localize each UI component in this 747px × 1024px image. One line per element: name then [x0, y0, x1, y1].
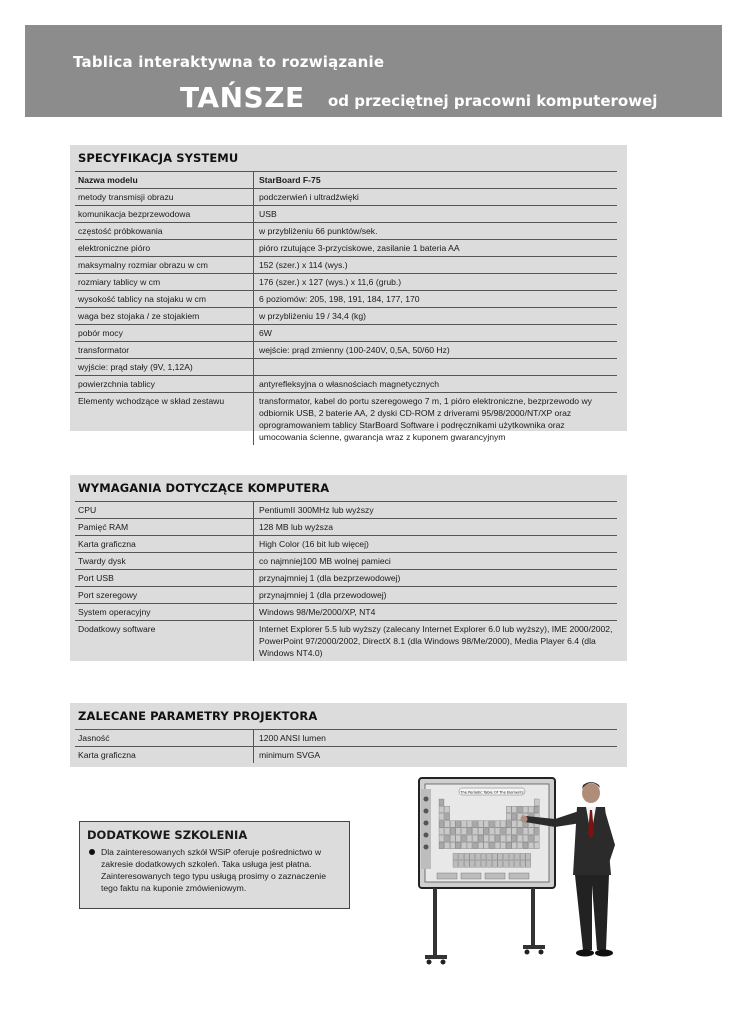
tool-icon — [424, 809, 429, 814]
table-row — [75, 729, 617, 746]
row-label: rozmiary tablicy w cm — [78, 277, 161, 287]
element-cell — [453, 853, 458, 860]
table-row — [75, 205, 617, 222]
row-value: StarBoard F-75 — [253, 172, 617, 188]
row-value: 6W — [253, 325, 617, 341]
row-value: przynajmniej 1 (dla przewodowej) — [253, 587, 617, 603]
element-cell — [475, 853, 480, 860]
element-cell — [456, 828, 461, 835]
row-label: Twardy dysk — [78, 556, 126, 566]
element-cell — [461, 828, 466, 835]
element-cell — [506, 828, 511, 835]
element-cell — [473, 828, 478, 835]
element-cell — [489, 842, 494, 849]
element-cell — [534, 842, 539, 849]
element-cell — [456, 842, 461, 849]
element-cell — [529, 828, 534, 835]
table-row — [75, 273, 617, 290]
table-row — [75, 375, 617, 392]
stand-foot — [425, 955, 447, 959]
element-cell — [439, 799, 444, 806]
training-item — [80, 846, 349, 894]
element-cell — [467, 821, 472, 828]
element-cell — [484, 835, 489, 842]
row-label: maksymalny rozmiar obrazu w cm — [78, 260, 208, 270]
row-value: 176 (szer.) x 127 (wys.) x 11,6 (grub.) — [253, 274, 617, 290]
header-banner — [25, 25, 722, 117]
element-cell — [450, 842, 455, 849]
row-value: transformator, kabel do portu szeregowego 7 m, 1 pióro elektroniczne, bezprzewodo wy odbiornik USB, 2 baterie AA, 2 dyski CD-ROM z driverami 95/98/2000/NT/XP oraz oprogramowaniem tablicy StarBoard Software i podręcznikami użytkownika oraz umocowania ściennе, gwarancja wraz z kuponem gwarancyjnym — [253, 393, 617, 445]
element-cell — [467, 828, 472, 835]
row-label: Nazwa modelu — [78, 175, 138, 185]
element-cell — [439, 835, 444, 842]
row-value: 1200 ANSI lumen — [253, 730, 617, 746]
banner-emphasis: TAŃSZE — [180, 81, 305, 114]
row-label: Elementy wchodzące w skład zestawu — [78, 396, 225, 406]
element-cell — [456, 835, 461, 842]
element-cell — [501, 842, 506, 849]
element-cell — [487, 861, 492, 868]
element-cell — [503, 853, 508, 860]
element-cell — [512, 842, 517, 849]
element-cell — [526, 853, 531, 860]
element-cell — [445, 835, 450, 842]
element-cell — [529, 842, 534, 849]
computer-requirements-table — [75, 501, 617, 661]
element-cell — [517, 842, 522, 849]
element-cell — [478, 821, 483, 828]
element-cell — [534, 799, 539, 806]
row-label: Pamięć RAM — [78, 522, 129, 532]
element-cell — [529, 806, 534, 813]
row-value: antyrefleksyjna o własnościach magnetycznych — [253, 376, 617, 392]
row-label: Port USB — [78, 573, 114, 583]
element-cell — [439, 828, 444, 835]
bullet-icon — [89, 849, 95, 855]
projector-title: ZALECANE PARAMETRY PROJEKTORA — [78, 709, 318, 723]
table-row — [75, 586, 617, 603]
element-cell — [489, 821, 494, 828]
row-label: pobór mocy — [78, 328, 123, 338]
row-value: co najmniej100 MB wolnej pamieci — [253, 553, 617, 569]
element-cell — [495, 835, 500, 842]
element-cell — [473, 821, 478, 828]
banner-headline: Tablica interaktywna to rozwiązanie — [73, 53, 385, 71]
element-cell — [484, 842, 489, 849]
row-label: powierzchnia tablicy — [78, 379, 155, 389]
element-cell — [450, 835, 455, 842]
element-cell — [461, 835, 466, 842]
system-spec-table — [75, 171, 617, 445]
row-label: Dodatkowy software — [78, 624, 156, 634]
element-cell — [498, 861, 503, 868]
projector-table — [75, 729, 617, 763]
element-cell — [439, 842, 444, 849]
element-cell — [445, 806, 450, 813]
element-cell — [506, 813, 511, 820]
element-cell — [473, 842, 478, 849]
row-value: 128 MB lub wyższa — [253, 519, 617, 535]
wheel-icon — [525, 950, 530, 955]
element-cell — [520, 853, 525, 860]
row-label: komunikacja bezprzewodowa — [78, 209, 191, 219]
element-cell — [450, 828, 455, 835]
row-label: wyjście: prąd stały (9V, 1,12A) — [78, 362, 193, 372]
element-cell — [481, 853, 486, 860]
element-cell — [515, 853, 520, 860]
row-label: częstość próbkowania — [78, 226, 163, 236]
element-cell — [478, 842, 483, 849]
table-row — [75, 290, 617, 307]
element-cell — [484, 828, 489, 835]
table-row — [75, 171, 617, 188]
tool-icon — [424, 797, 429, 802]
element-cell — [470, 861, 475, 868]
row-value: USB — [253, 206, 617, 222]
element-cell — [517, 828, 522, 835]
row-label: CPU — [78, 505, 97, 515]
element-cell — [445, 828, 450, 835]
tool-icon — [424, 833, 429, 838]
row-label: wysokość tablicy na stojaku w cm — [78, 294, 206, 304]
additional-training-box — [79, 821, 350, 909]
element-cell — [517, 806, 522, 813]
element-cell — [512, 835, 517, 842]
wheel-icon — [427, 960, 432, 965]
row-label: waga bez stojaka / ze stojakiem — [78, 311, 200, 321]
table-row — [75, 746, 617, 763]
element-cell — [461, 821, 466, 828]
row-value: przynajmniej 1 (dla bezprzewodowej) — [253, 570, 617, 586]
row-label: Port szeregowy — [78, 590, 138, 600]
element-cell — [534, 835, 539, 842]
element-cell — [461, 842, 466, 849]
row-label: Karta graficzna — [78, 750, 136, 760]
board-button — [509, 873, 529, 879]
computer-requirements-title: WYMAGANIA DOTYCZĄCE KOMPUTERA — [78, 481, 330, 495]
projector-section — [70, 703, 627, 767]
element-cell — [453, 861, 458, 868]
element-cell — [439, 821, 444, 828]
element-cell — [478, 828, 483, 835]
element-cell — [501, 835, 506, 842]
table-row — [75, 392, 617, 445]
element-cell — [445, 821, 450, 828]
element-cell — [517, 835, 522, 842]
tool-icon — [424, 821, 429, 826]
element-cell — [523, 806, 528, 813]
board-button — [485, 873, 505, 879]
banner-subline: od przeciętnej pracowni komputerowej — [328, 92, 658, 110]
element-cell — [523, 835, 528, 842]
element-cell — [467, 842, 472, 849]
element-cell — [487, 853, 492, 860]
stand-leg — [433, 888, 437, 958]
board-button — [461, 873, 481, 879]
element-cell — [464, 861, 469, 868]
element-cell — [439, 813, 444, 820]
table-row — [75, 256, 617, 273]
element-cell — [523, 842, 528, 849]
table-row — [75, 518, 617, 535]
table-row — [75, 358, 617, 375]
element-cell — [492, 853, 497, 860]
wheel-icon — [441, 960, 446, 965]
table-row — [75, 552, 617, 569]
row-value: minimum SVGA — [253, 747, 617, 763]
element-cell — [506, 835, 511, 842]
element-cell — [481, 861, 486, 868]
element-cell — [509, 853, 514, 860]
row-value: w przybliżeniu 19 / 34,4 (kg) — [253, 308, 617, 324]
element-cell — [445, 813, 450, 820]
element-cell — [512, 813, 517, 820]
system-spec-section — [70, 145, 627, 442]
table-row — [75, 188, 617, 205]
element-cell — [506, 806, 511, 813]
element-cell — [534, 806, 539, 813]
element-cell — [492, 861, 497, 868]
row-label: Karta graficzna — [78, 539, 136, 549]
element-cell — [495, 842, 500, 849]
tool-icon — [424, 845, 429, 850]
element-cell — [464, 853, 469, 860]
element-cell — [515, 861, 520, 868]
element-cell — [512, 828, 517, 835]
stand-leg — [531, 888, 535, 948]
table-row — [75, 222, 617, 239]
element-cell — [439, 806, 444, 813]
element-cell — [456, 821, 461, 828]
table-row — [75, 603, 617, 620]
row-value: Internet Explorer 5.5 lub wyższy (zalecany Internet Explorer 6.0 lub wyższy), IME 2000/2002, PowerPoint 97/2000/2002, DirectX 8.1 (dla Windows 98/Me/2000), Media Player 6.4 (dla Windows NT4.0) — [253, 621, 617, 661]
row-value: podczerwień i ultradźwięki — [253, 189, 617, 205]
element-cell — [512, 806, 517, 813]
element-cell — [475, 861, 480, 868]
row-value: 152 (szer.) x 114 (wys.) — [253, 257, 617, 273]
element-cell — [489, 835, 494, 842]
stand-foot — [523, 945, 545, 949]
system-spec-title: SPECYFIKACJA SYSTEMU — [78, 151, 239, 165]
row-value: High Color (16 bit lub więcej) — [253, 536, 617, 552]
board-button — [437, 873, 457, 879]
table-row — [75, 535, 617, 552]
periodic-title: The Periodic Table Of The Elements — [460, 790, 524, 795]
table-row — [75, 307, 617, 324]
element-cell — [470, 853, 475, 860]
table-row — [75, 569, 617, 586]
table-row — [75, 620, 617, 661]
row-value: w przybliżeniu 66 punktów/sek. — [253, 223, 617, 239]
element-cell — [526, 861, 531, 868]
element-cell — [498, 853, 503, 860]
table-row — [75, 501, 617, 518]
computer-requirements-section — [70, 475, 627, 661]
table-row — [75, 239, 617, 256]
row-label: transformator — [78, 345, 130, 355]
row-value: PentiumII 300MHz lub wyższy — [253, 502, 617, 518]
element-cell — [506, 842, 511, 849]
row-value: Windows 98/Me/2000/XP, NT4 — [253, 604, 617, 620]
element-cell — [529, 835, 534, 842]
element-cell — [450, 821, 455, 828]
row-value — [253, 359, 617, 375]
element-cell — [495, 828, 500, 835]
element-cell — [478, 835, 483, 842]
row-value: wejście: prąd zmienny (100-240V, 0,5A, 50/60 Hz) — [253, 342, 617, 358]
element-cell — [501, 828, 506, 835]
row-value: 6 poziomów: 205, 198, 191, 184, 177, 170 — [253, 291, 617, 307]
element-cell — [506, 821, 511, 828]
element-cell — [520, 861, 525, 868]
element-cell — [467, 835, 472, 842]
row-label: System operacyjny — [78, 607, 151, 617]
element-cell — [484, 821, 489, 828]
element-cell — [534, 828, 539, 835]
element-cell — [512, 821, 517, 828]
row-label: elektroniczne pióro — [78, 243, 151, 253]
element-cell — [445, 842, 450, 849]
table-row — [75, 341, 617, 358]
wheel-icon — [539, 950, 544, 955]
training-text: Dla zainteresowanych szkół WSiP oferuje pośrednictwo w zakresie dodatkowych szkoleń. Taka usługa jest płatna. Zainteresowanych tego typu usługą prosimy o zaznaczenie tego faktu na kuponie zmówieniowym. — [101, 847, 326, 893]
element-cell — [509, 861, 514, 868]
table-row — [75, 324, 617, 341]
element-cell — [501, 821, 506, 828]
element-cell — [489, 828, 494, 835]
training-title: DODATKOWE SZKOLENIA — [87, 828, 248, 842]
row-label: metody transmisji obrazu — [78, 192, 174, 202]
element-cell — [523, 828, 528, 835]
row-label: Jasność — [78, 733, 110, 743]
element-cell — [459, 853, 464, 860]
element-cell — [495, 821, 500, 828]
element-cell — [503, 861, 508, 868]
interactive-board-photo — [385, 775, 630, 970]
element-cell — [473, 835, 478, 842]
row-value: pióro rzutujące 3-przyciskowe, zasilanie 1 bateria AA — [253, 240, 617, 256]
element-cell — [459, 861, 464, 868]
